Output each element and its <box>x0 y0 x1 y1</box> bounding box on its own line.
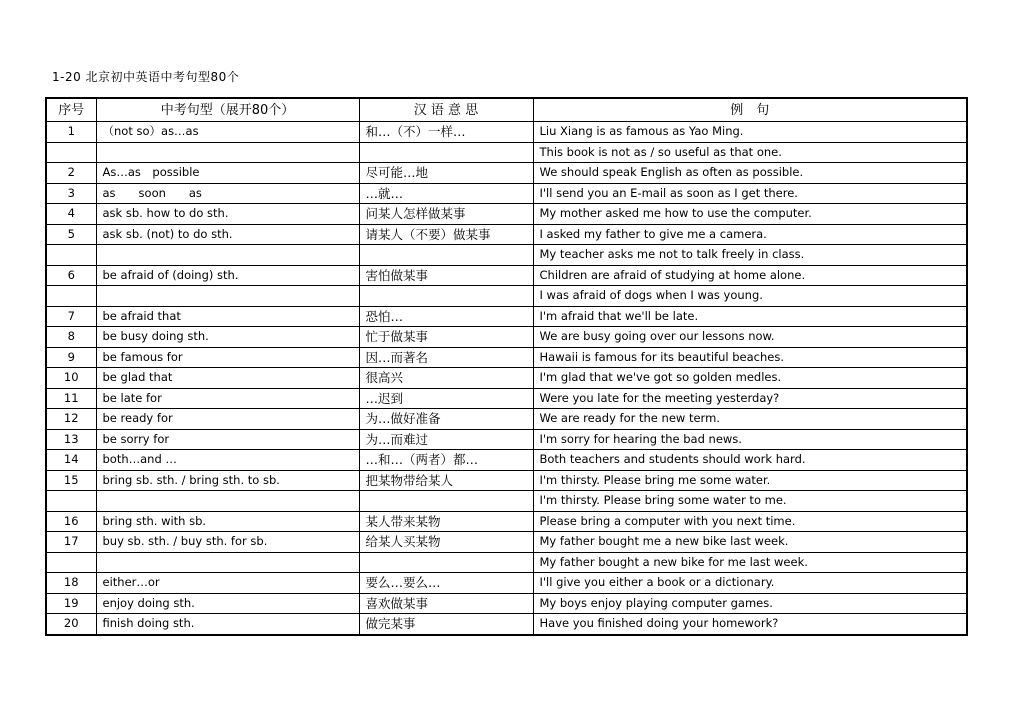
table-row <box>46 470 967 491</box>
table-row <box>46 265 967 286</box>
row-meaning: 为…而难过 <box>359 429 533 450</box>
row-pattern: be ready for <box>96 409 359 430</box>
row-meaning: 要么…要么… <box>359 573 533 594</box>
row-meaning: 某人带来某物 <box>359 511 533 532</box>
row-number: 18 <box>46 573 96 594</box>
row-pattern: be afraid of (doing) sth. <box>96 265 359 286</box>
row-example: My boys enjoy playing computer games. <box>533 593 967 614</box>
row-meaning: 喜欢做某事 <box>359 593 533 614</box>
row-pattern: be sorry for <box>96 429 359 450</box>
row-number: 8 <box>46 327 96 348</box>
row-example: Please bring a computer with you next time. <box>533 511 967 532</box>
row-number: 9 <box>46 347 96 368</box>
sentence-patterns-table <box>45 97 968 636</box>
table-row <box>46 388 967 409</box>
row-pattern: be famous for <box>96 347 359 368</box>
row-pattern: As…as possible <box>96 163 359 184</box>
row-number: 16 <box>46 511 96 532</box>
row-pattern: ask sb. (not) to do sth. <box>96 224 359 245</box>
row-pattern: be busy doing sth. <box>96 327 359 348</box>
row-example: We should speak English as often as possible. <box>533 163 967 184</box>
table-row <box>46 573 967 594</box>
row-pattern: bring sth. with sb. <box>96 511 359 532</box>
table-row <box>46 163 967 184</box>
row-meaning <box>359 552 533 573</box>
row-example: Children are afraid of studying at home alone. <box>533 265 967 286</box>
table-row <box>46 245 967 266</box>
row-number: 10 <box>46 368 96 389</box>
row-example: My mother asked me how to use the computer. <box>533 204 967 225</box>
row-number <box>46 552 96 573</box>
header-pattern: 中考句型（展开80个） <box>96 98 359 122</box>
row-number: 1 <box>46 122 96 143</box>
table-row <box>46 327 967 348</box>
row-meaning: 给某人买某物 <box>359 532 533 553</box>
table-row <box>46 122 967 143</box>
table-row <box>46 142 967 163</box>
row-number: 4 <box>46 204 96 225</box>
table-row <box>46 552 967 573</box>
row-pattern: as soon as <box>96 183 359 204</box>
row-example: Liu Xiang is as famous as Yao Ming. <box>533 122 967 143</box>
row-pattern: either…or <box>96 573 359 594</box>
row-number: 15 <box>46 470 96 491</box>
header-meaning: 汉 语 意 思 <box>359 98 533 122</box>
row-meaning: 害怕做某事 <box>359 265 533 286</box>
row-number: 19 <box>46 593 96 614</box>
row-pattern: be glad that <box>96 368 359 389</box>
row-pattern <box>96 286 359 307</box>
document-title: 1-20 北京初中英语中考句型80个 <box>52 70 240 84</box>
row-meaning <box>359 142 533 163</box>
row-example: My teacher asks me not to talk freely in class. <box>533 245 967 266</box>
row-pattern <box>96 491 359 512</box>
row-meaning: 把某物带给某人 <box>359 470 533 491</box>
row-meaning <box>359 491 533 512</box>
row-number: 12 <box>46 409 96 430</box>
table-row <box>46 183 967 204</box>
row-pattern: enjoy doing sth. <box>96 593 359 614</box>
row-example: Have you finished doing your homework? <box>533 614 967 635</box>
row-number: 3 <box>46 183 96 204</box>
row-number: 20 <box>46 614 96 635</box>
row-pattern <box>96 245 359 266</box>
row-example: My father bought me a new bike last week. <box>533 532 967 553</box>
row-example: Hawaii is famous for its beautiful beaches. <box>533 347 967 368</box>
row-meaning: 恐怕… <box>359 306 533 327</box>
table-row <box>46 368 967 389</box>
header-number: 序号 <box>46 98 96 122</box>
table-row <box>46 429 967 450</box>
row-meaning: 和…（不）一样… <box>359 122 533 143</box>
row-example: I'll send you an E-mail as soon as I get there. <box>533 183 967 204</box>
row-example: Were you late for the meeting yesterday? <box>533 388 967 409</box>
row-number: 17 <box>46 532 96 553</box>
row-number: 11 <box>46 388 96 409</box>
table-row <box>46 347 967 368</box>
row-number <box>46 142 96 163</box>
table-row <box>46 224 967 245</box>
row-meaning: 忙于做某事 <box>359 327 533 348</box>
row-pattern <box>96 552 359 573</box>
row-pattern: be afraid that <box>96 306 359 327</box>
row-example: I'll give you either a book or a dictionary. <box>533 573 967 594</box>
row-meaning: 尽可能…地 <box>359 163 533 184</box>
row-meaning: …迟到 <box>359 388 533 409</box>
table-row <box>46 614 967 635</box>
row-number: 2 <box>46 163 96 184</box>
row-meaning: 为…做好准备 <box>359 409 533 430</box>
row-pattern: ask sb. how to do sth. <box>96 204 359 225</box>
row-example: I'm glad that we've got so golden medles. <box>533 368 967 389</box>
header-example: 例 句 <box>533 98 967 122</box>
table-row <box>46 204 967 225</box>
row-pattern: （not so）as…as <box>96 122 359 143</box>
table-row <box>46 491 967 512</box>
row-pattern <box>96 142 359 163</box>
row-meaning: …就… <box>359 183 533 204</box>
row-meaning: 很高兴 <box>359 368 533 389</box>
row-number: 14 <box>46 450 96 471</box>
row-meaning <box>359 245 533 266</box>
row-number: 6 <box>46 265 96 286</box>
row-pattern: finish doing sth. <box>96 614 359 635</box>
table-row <box>46 511 967 532</box>
row-example: I was afraid of dogs when I was young. <box>533 286 967 307</box>
row-meaning <box>359 286 533 307</box>
row-number <box>46 286 96 307</box>
row-example: This book is not as / so useful as that one. <box>533 142 967 163</box>
row-meaning: …和…（两者）都… <box>359 450 533 471</box>
row-pattern: bring sb. sth. / bring sth. to sb. <box>96 470 359 491</box>
row-pattern: both…and … <box>96 450 359 471</box>
row-number: 7 <box>46 306 96 327</box>
table-row <box>46 306 967 327</box>
row-number <box>46 491 96 512</box>
row-example: I asked my father to give me a camera. <box>533 224 967 245</box>
row-meaning: 因…而著名 <box>359 347 533 368</box>
row-number: 13 <box>46 429 96 450</box>
row-pattern: buy sb. sth. / buy sth. for sb. <box>96 532 359 553</box>
row-example: My father bought a new bike for me last week. <box>533 552 967 573</box>
table-body <box>46 122 967 635</box>
row-example: I'm afraid that we'll be late. <box>533 306 967 327</box>
row-number <box>46 245 96 266</box>
row-meaning: 请某人（不要）做某事 <box>359 224 533 245</box>
row-example: I'm thirsty. Please bring some water to me. <box>533 491 967 512</box>
row-number: 5 <box>46 224 96 245</box>
table-row <box>46 593 967 614</box>
table-row <box>46 409 967 430</box>
table-header-row <box>46 98 967 122</box>
table-row <box>46 286 967 307</box>
row-example: Both teachers and students should work hard. <box>533 450 967 471</box>
row-example: We are busy going over our lessons now. <box>533 327 967 348</box>
row-example: I'm thirsty. Please bring me some water. <box>533 470 967 491</box>
row-example: We are ready for the new term. <box>533 409 967 430</box>
row-pattern: be late for <box>96 388 359 409</box>
row-meaning: 问某人怎样做某事 <box>359 204 533 225</box>
table-row <box>46 450 967 471</box>
row-example: I'm sorry for hearing the bad news. <box>533 429 967 450</box>
table-row <box>46 532 967 553</box>
row-meaning: 做完某事 <box>359 614 533 635</box>
